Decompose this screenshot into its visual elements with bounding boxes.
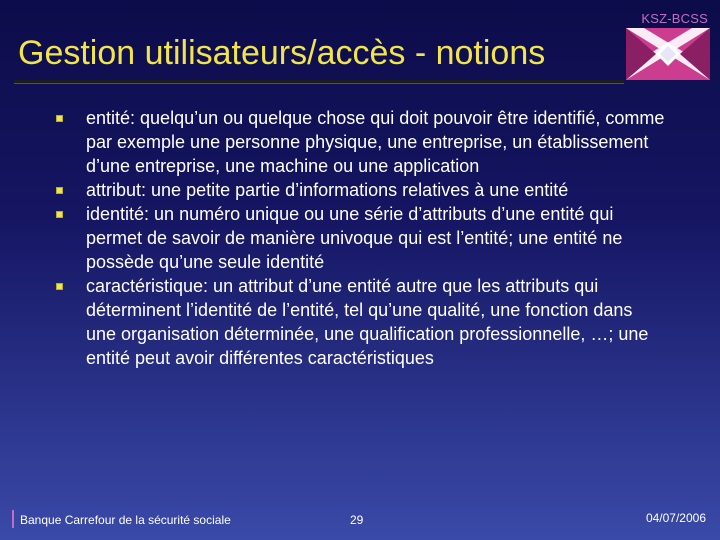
- footer-date: 04/07/2006: [645, 511, 706, 525]
- title-divider: [14, 80, 624, 83]
- bullet-text: identité: un numéro unique ou une série d’attributs d’une entité qui permet de savoir de manière univoque qui est l’entité; une entité ne possède qu’une seule identité: [86, 204, 623, 272]
- bullet-list: [56, 106, 666, 370]
- bullet-text: caractéristique: un attribut d’une entité autre que les attributs qui déterminent l’identité de l’entité, tel qu’une qualité, une fonction dans une organisation déterminée, une qualification professionnelle, …; une entité peut avoir différentes caractéristiques: [86, 276, 649, 368]
- square-bullet-icon: [56, 211, 63, 218]
- bullet-text: entité: quelqu’un ou quelque chose qui doit pouvoir être identifié, comme par exemple une personne physique, une entreprise, un établissement d’une entreprise, une machine ou une application: [86, 108, 665, 176]
- bullet-item: [56, 178, 666, 202]
- ksz-bcss-logo-icon: [626, 28, 710, 80]
- square-bullet-icon: [56, 187, 63, 194]
- square-bullet-icon: [56, 283, 63, 290]
- square-bullet-icon: [56, 115, 63, 122]
- bullet-item: [56, 106, 666, 178]
- footer-organization: Banque Carrefour de la sécurité sociale: [20, 513, 231, 527]
- bullet-text: attribut: une petite partie d’informations relatives à une entité: [86, 180, 569, 200]
- footer-accent-bar: [12, 510, 14, 528]
- page-number: 29: [350, 513, 364, 527]
- bullet-item: [56, 202, 666, 274]
- page-title: Gestion utilisateurs/accès - notions: [18, 34, 546, 72]
- bullet-item: [56, 274, 666, 370]
- org-tag: KSZ-BCSS: [641, 11, 708, 26]
